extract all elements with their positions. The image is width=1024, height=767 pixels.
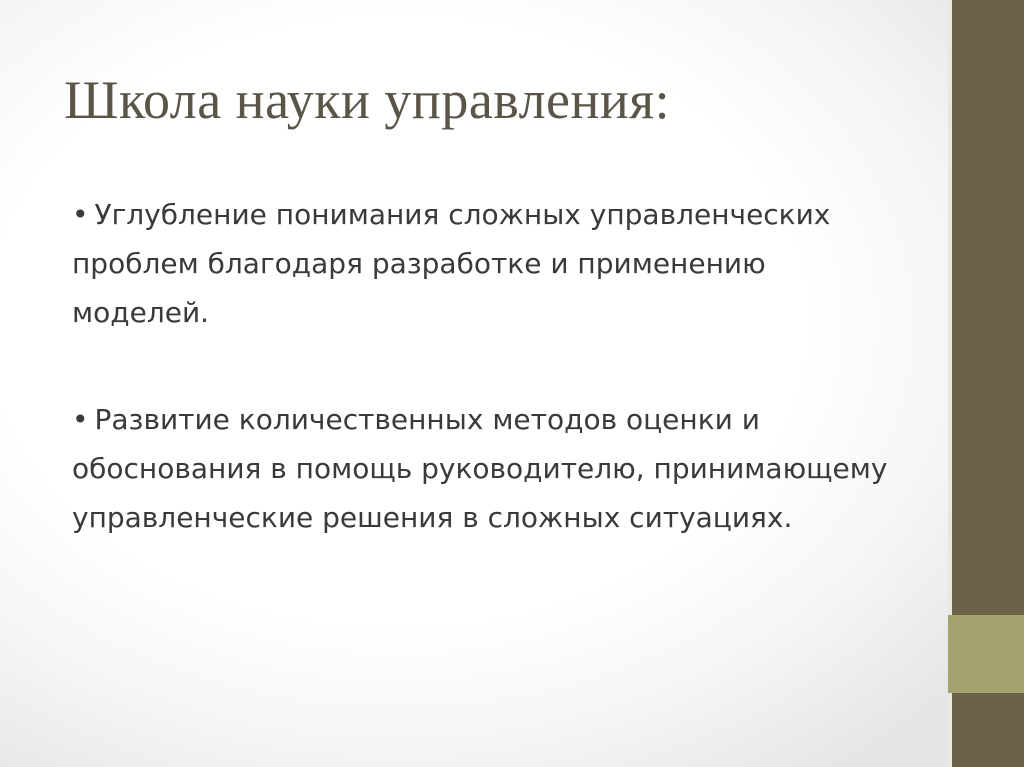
decorative-side-panel	[948, 0, 1024, 767]
bullet-marker: •	[72, 403, 89, 436]
side-panel-accent-band	[948, 615, 1024, 693]
bullet-item	[72, 395, 902, 542]
bullet-item	[72, 190, 902, 337]
bullet-text: Углубление понимания сложных управленческих проблем благодаря разработке и применению моделей.	[72, 198, 831, 329]
slide-title: Школа науки управления:	[64, 70, 671, 130]
bullet-list	[72, 190, 902, 600]
bullet-text: Развитие количественных методов оценки и обоснования в помощь руководителю, принимающему управленческие решения в сложных ситуациях.	[72, 403, 888, 534]
bullet-marker: •	[72, 198, 89, 231]
